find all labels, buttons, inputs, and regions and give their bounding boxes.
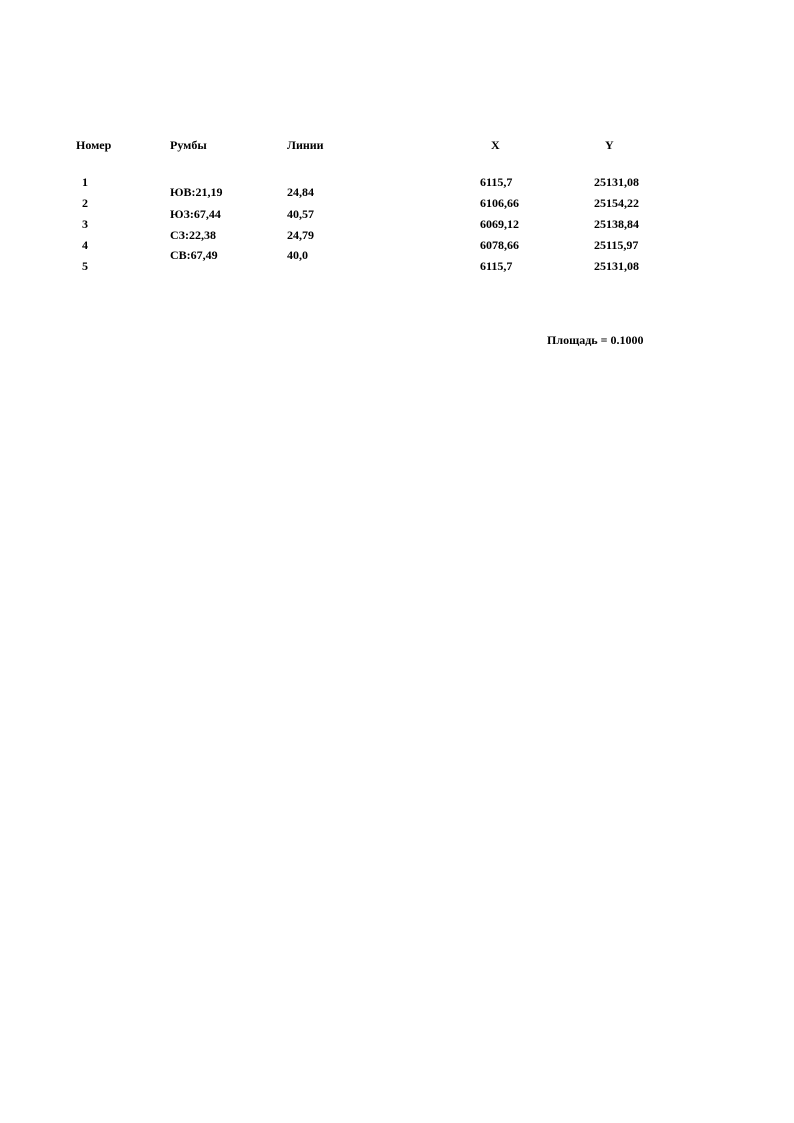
x-coordinate: 6069,12 [480,217,519,231]
line-length: 40,0 [287,248,308,262]
point-number: 3 [82,217,88,231]
y-coordinate: 25138,84 [594,217,639,231]
line-length: 40,57 [287,207,314,221]
point-number: 2 [82,196,88,210]
rumb-value: СВ:67,49 [170,248,218,262]
x-coordinate: 6115,7 [480,259,513,273]
header-number: Номер [76,138,112,152]
line-length: 24,84 [287,185,314,199]
point-number: 1 [82,175,88,189]
header-rumbs: Румбы [170,138,207,152]
x-coordinate: 6115,7 [480,175,513,189]
y-coordinate: 25131,08 [594,259,639,273]
point-number: 4 [82,238,88,252]
line-length: 24,79 [287,228,314,242]
rumb-value: ЮВ:21,19 [170,185,223,199]
point-number: 5 [82,259,88,273]
y-coordinate: 25131,08 [594,175,639,189]
x-coordinate: 6106,66 [480,196,519,210]
header-lines: Линии [287,138,324,152]
x-coordinate: 6078,66 [480,238,519,252]
y-coordinate: 25154,22 [594,196,639,210]
header-y: Y [605,138,614,152]
rumb-value: ЮЗ:67,44 [170,207,221,221]
y-coordinate: 25115,97 [594,238,639,252]
area-total: Площадь = 0.1000 [547,333,644,347]
header-x: X [491,138,500,152]
rumb-value: СЗ:22,38 [170,228,216,242]
